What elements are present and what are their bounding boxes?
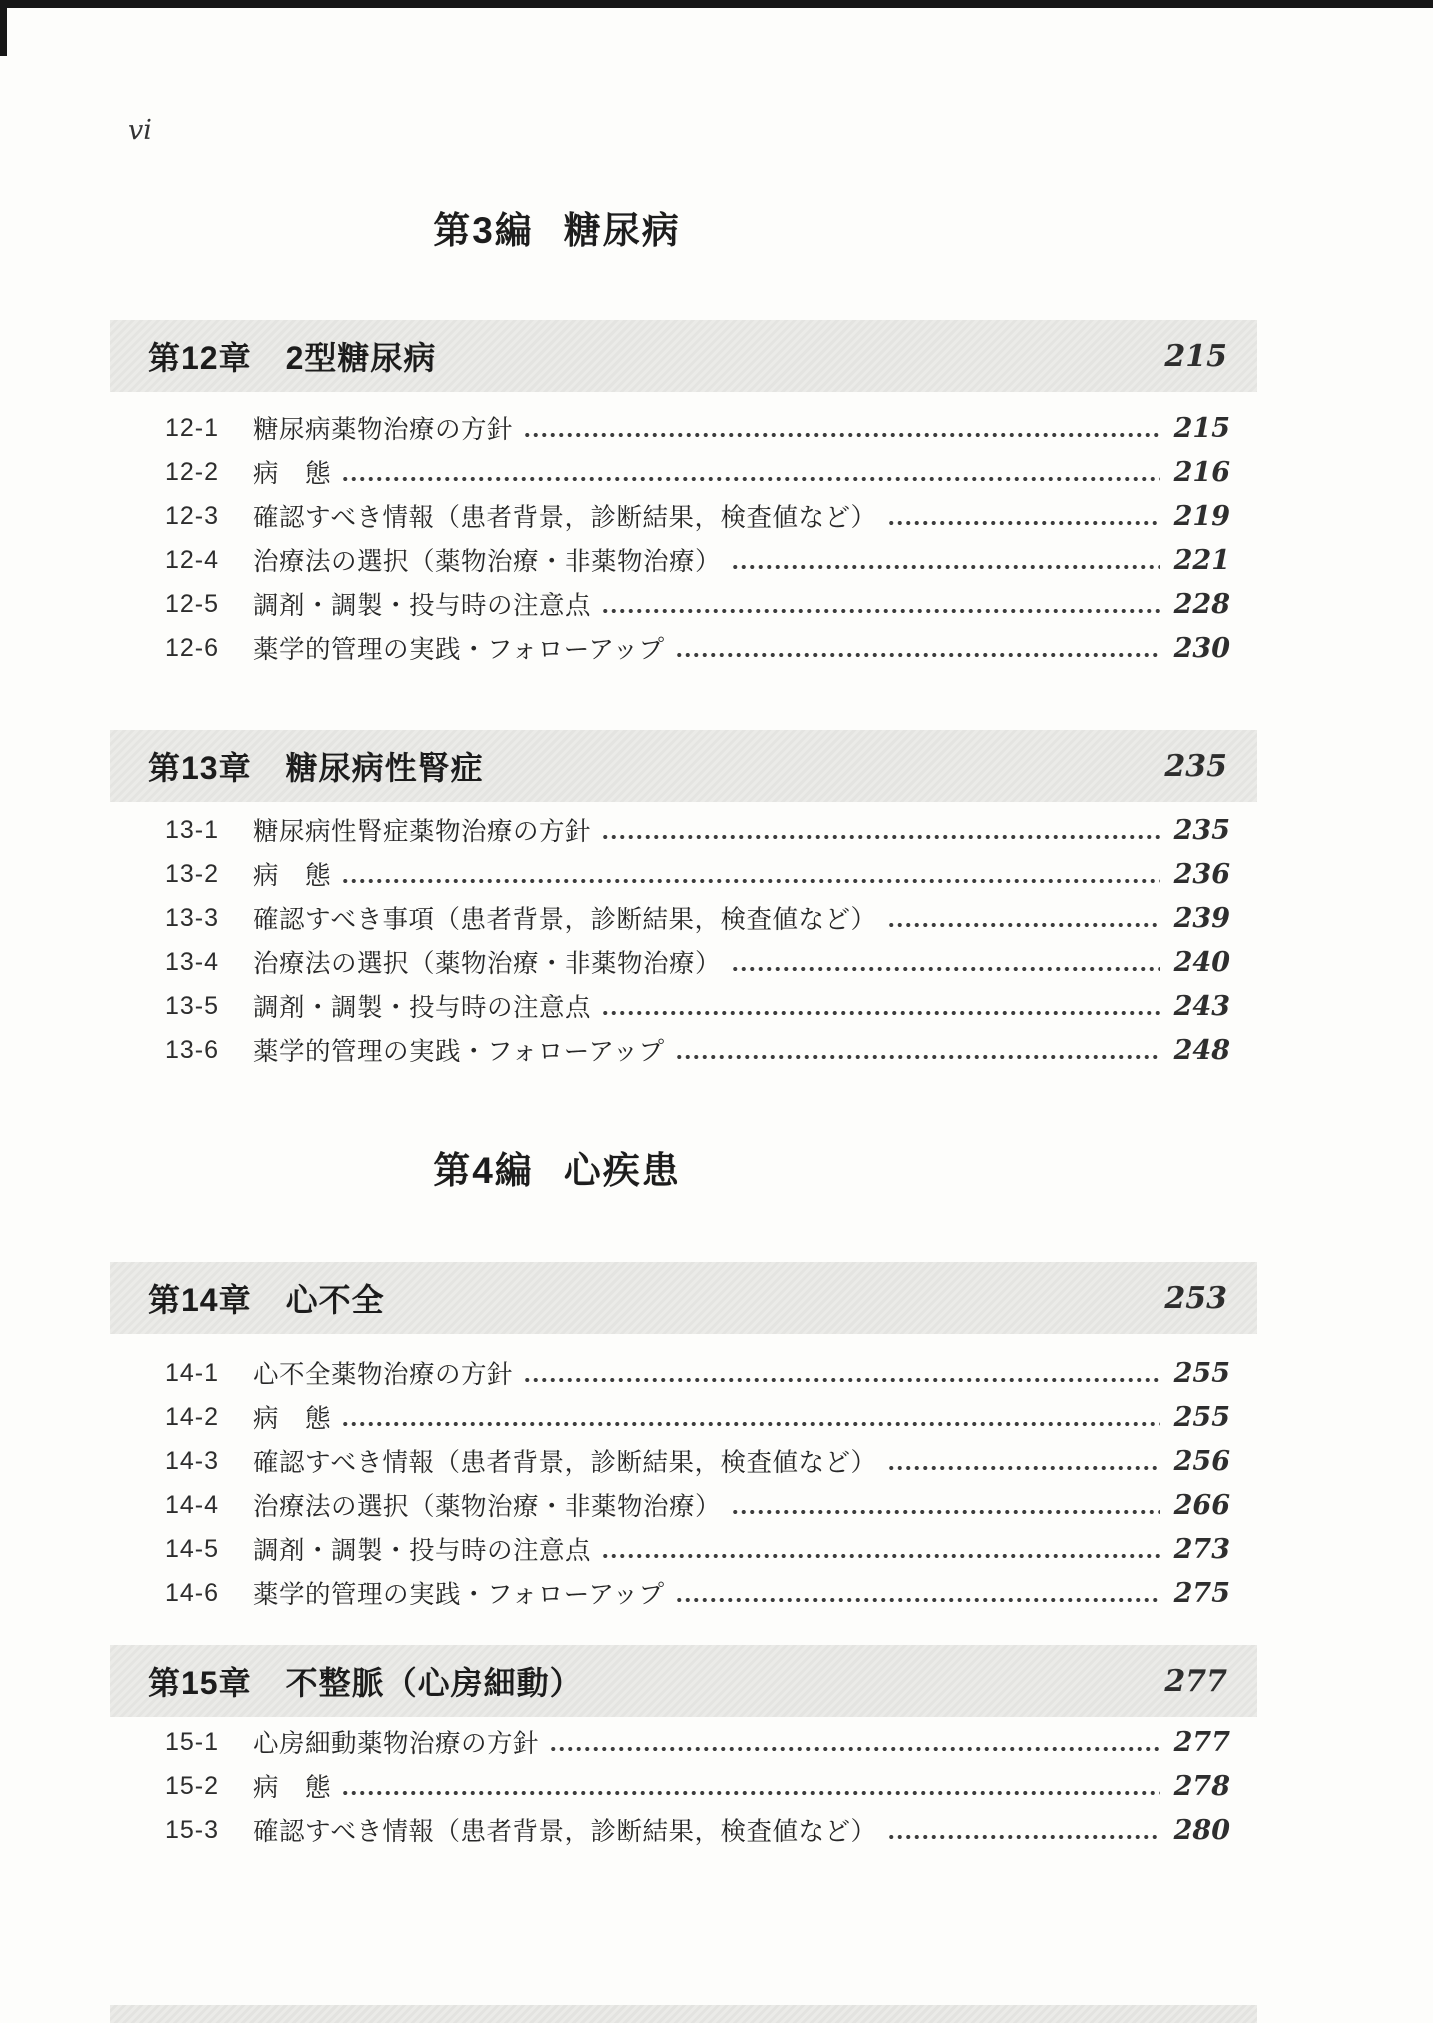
toc-entry-page: 266	[1173, 1489, 1230, 1521]
toc-entry-title: 確認すべき情報（患者背景，診断結果，検査値など）	[253, 504, 877, 532]
toc-entry-title: 糖尿病薬物治療の方針	[253, 416, 514, 444]
chapter-12-header	[110, 320, 1257, 392]
toc-entry-page: 228	[1173, 588, 1230, 620]
toc-entry-number: 12-5	[165, 589, 220, 618]
toc-entry-number: 12-1	[165, 413, 220, 442]
toc-entry	[165, 1808, 1230, 1852]
dot-leader	[601, 1010, 1160, 1016]
dot-leader	[675, 652, 1160, 658]
chapter-14-entries	[165, 1351, 1230, 1615]
toc-entry	[165, 896, 1230, 940]
toc-entry-title: 病 態	[253, 1774, 332, 1802]
chapter-label: 第13章	[148, 750, 252, 786]
toc-entry-title: 病 態	[253, 862, 332, 890]
dot-leader	[731, 564, 1160, 570]
chapter-page-number: 215	[1164, 338, 1227, 374]
chapter-page-number: 253	[1164, 1280, 1227, 1316]
toc-entry-title: 治療法の選択（薬物治療・非薬物治療）	[253, 548, 722, 576]
chapter-heading	[148, 333, 436, 379]
page-number-folio: vi	[128, 115, 152, 146]
dot-leader	[549, 1746, 1160, 1752]
toc-entry-page: 255	[1173, 1357, 1230, 1389]
toc-entry-page: 255	[1173, 1401, 1230, 1433]
toc-entry-number: 14-5	[165, 1534, 220, 1563]
chapter-13-header	[110, 730, 1257, 802]
chapter-title: 心不全	[285, 1282, 385, 1318]
toc-entry-page: 221	[1173, 544, 1230, 576]
toc-entry	[165, 582, 1230, 626]
toc-entry-page: 235	[1173, 814, 1230, 846]
toc-entry-number: 15-3	[165, 1815, 220, 1844]
toc-entry	[165, 1764, 1230, 1808]
toc-entry-title: 調剤・調製・投与時の注意点	[253, 994, 592, 1022]
toc-entry-title: 心不全薬物治療の方針	[253, 1361, 514, 1389]
scan-artifact-left-edge	[0, 0, 7, 56]
dot-leader	[887, 520, 1161, 526]
toc-entry	[165, 852, 1230, 896]
chapter-title: 不整脈（心房細動）	[285, 1665, 583, 1701]
toc-entry-page: 275	[1173, 1577, 1230, 1609]
toc-entry-title: 確認すべき情報（患者背景，診断結果，検査値など）	[253, 1818, 877, 1846]
dot-leader	[601, 834, 1160, 840]
chapter-14-header	[110, 1262, 1257, 1334]
toc-entry	[165, 984, 1230, 1028]
toc-entry-page: 278	[1173, 1770, 1230, 1802]
dot-leader	[731, 1509, 1160, 1515]
toc-entry-number: 12-6	[165, 633, 220, 662]
toc-entry	[165, 406, 1230, 450]
chapter-15-entries	[165, 1720, 1230, 1852]
dot-leader	[675, 1597, 1160, 1603]
toc-entry-number: 14-6	[165, 1578, 220, 1607]
dot-leader	[523, 1377, 1160, 1383]
toc-entry-title: 薬学的管理の実践・フォローアップ	[253, 636, 665, 664]
toc-entry-page: 280	[1173, 1814, 1230, 1846]
part-3-title	[0, 200, 1114, 258]
toc-entry-number: 15-2	[165, 1771, 220, 1800]
toc-entry	[165, 494, 1230, 538]
toc-entry	[165, 626, 1230, 670]
dot-leader	[887, 1465, 1161, 1471]
toc-entry-page: 277	[1173, 1726, 1230, 1758]
chapter-heading	[148, 743, 484, 789]
toc-entry-title: 病 態	[253, 1405, 332, 1433]
scan-artifact-top-edge	[0, 0, 1433, 8]
dot-leader	[341, 1790, 1160, 1796]
chapter-label: 第15章	[148, 1665, 252, 1701]
toc-entry-number: 14-2	[165, 1402, 220, 1431]
toc-entry-title: 糖尿病性腎症薬物治療の方針	[253, 818, 592, 846]
chapter-heading	[148, 1658, 583, 1704]
toc-entry	[165, 450, 1230, 494]
toc-entry	[165, 940, 1230, 984]
toc-entry-title: 心房細動薬物治療の方針	[253, 1730, 540, 1758]
chapter-12-entries	[165, 406, 1230, 670]
dot-leader	[601, 1553, 1160, 1559]
toc-entry-page: 240	[1173, 946, 1230, 978]
toc-entry-title: 薬学的管理の実践・フォローアップ	[253, 1581, 665, 1609]
toc-entry	[165, 1439, 1230, 1483]
part-4-title	[0, 1140, 1114, 1198]
toc-entry	[165, 1527, 1230, 1571]
toc-entry-number: 13-2	[165, 859, 220, 888]
dot-leader	[341, 1421, 1160, 1427]
dot-leader	[731, 966, 1160, 972]
toc-entry-page: 219	[1173, 500, 1230, 532]
toc-entry-page: 230	[1173, 632, 1230, 664]
dot-leader	[341, 878, 1160, 884]
part-label: 第3編	[433, 210, 534, 251]
dot-leader	[601, 608, 1160, 614]
chapter-title: 2型糖尿病	[285, 340, 437, 376]
toc-entry-number: 13-1	[165, 815, 220, 844]
toc-entry-number: 14-4	[165, 1490, 220, 1519]
chapter-page-number: 235	[1164, 748, 1227, 784]
toc-entry	[165, 1395, 1230, 1439]
toc-entry	[165, 1028, 1230, 1072]
toc-entry	[165, 1351, 1230, 1395]
toc-entry-page: 256	[1173, 1445, 1230, 1477]
toc-entry	[165, 808, 1230, 852]
toc-entry-page: 215	[1173, 412, 1230, 444]
chapter-label: 第12章	[148, 340, 252, 376]
toc-entry-number: 12-2	[165, 457, 220, 486]
toc-entry-number: 14-1	[165, 1358, 220, 1387]
next-chapter-band-cutoff	[110, 2005, 1257, 2023]
chapter-heading	[148, 1275, 385, 1321]
dot-leader	[341, 476, 1160, 482]
toc-entry-number: 12-3	[165, 501, 220, 530]
dot-leader	[675, 1054, 1160, 1060]
chapter-15-header	[110, 1645, 1257, 1717]
toc-entry-page: 243	[1173, 990, 1230, 1022]
toc-entry	[165, 1483, 1230, 1527]
toc-entry-page: 239	[1173, 902, 1230, 934]
toc-entry-number: 15-1	[165, 1727, 220, 1756]
toc-entry	[165, 1720, 1230, 1764]
toc-entry-number: 13-4	[165, 947, 220, 976]
part-label: 第4編	[433, 1150, 534, 1191]
toc-entry-title: 治療法の選択（薬物治療・非薬物治療）	[253, 1493, 722, 1521]
chapter-title: 糖尿病性腎症	[285, 750, 484, 786]
toc-entry	[165, 1571, 1230, 1615]
toc-entry-title: 調剤・調製・投与時の注意点	[253, 1537, 592, 1565]
toc-entry	[165, 538, 1230, 582]
toc-entry-page: 273	[1173, 1533, 1230, 1565]
toc-entry-number: 13-5	[165, 991, 220, 1020]
toc-entry-title: 確認すべき事項（患者背景，診断結果，検査値など）	[253, 906, 877, 934]
chapter-page-number: 277	[1164, 1663, 1227, 1699]
dot-leader	[887, 922, 1161, 928]
toc-entry-page: 216	[1173, 456, 1230, 488]
toc-entry-title: 薬学的管理の実践・フォローアップ	[253, 1038, 665, 1066]
part-name: 糖尿病	[563, 210, 681, 251]
toc-entry-number: 12-4	[165, 545, 220, 574]
toc-entry-title: 治療法の選択（薬物治療・非薬物治療）	[253, 950, 722, 978]
toc-entry-page: 248	[1173, 1034, 1230, 1066]
toc-entry-number: 13-6	[165, 1035, 220, 1064]
toc-entry-title: 病 態	[253, 460, 332, 488]
dot-leader	[523, 432, 1160, 438]
toc-entry-title: 確認すべき情報（患者背景，診断結果，検査値など）	[253, 1449, 877, 1477]
dot-leader	[887, 1834, 1161, 1840]
chapter-13-entries	[165, 808, 1230, 1072]
part-name: 心疾患	[563, 1150, 681, 1191]
toc-entry-number: 14-3	[165, 1446, 220, 1475]
chapter-label: 第14章	[148, 1282, 252, 1318]
toc-entry-number: 13-3	[165, 903, 220, 932]
toc-entry-title: 調剤・調製・投与時の注意点	[253, 592, 592, 620]
toc-entry-page: 236	[1173, 858, 1230, 890]
